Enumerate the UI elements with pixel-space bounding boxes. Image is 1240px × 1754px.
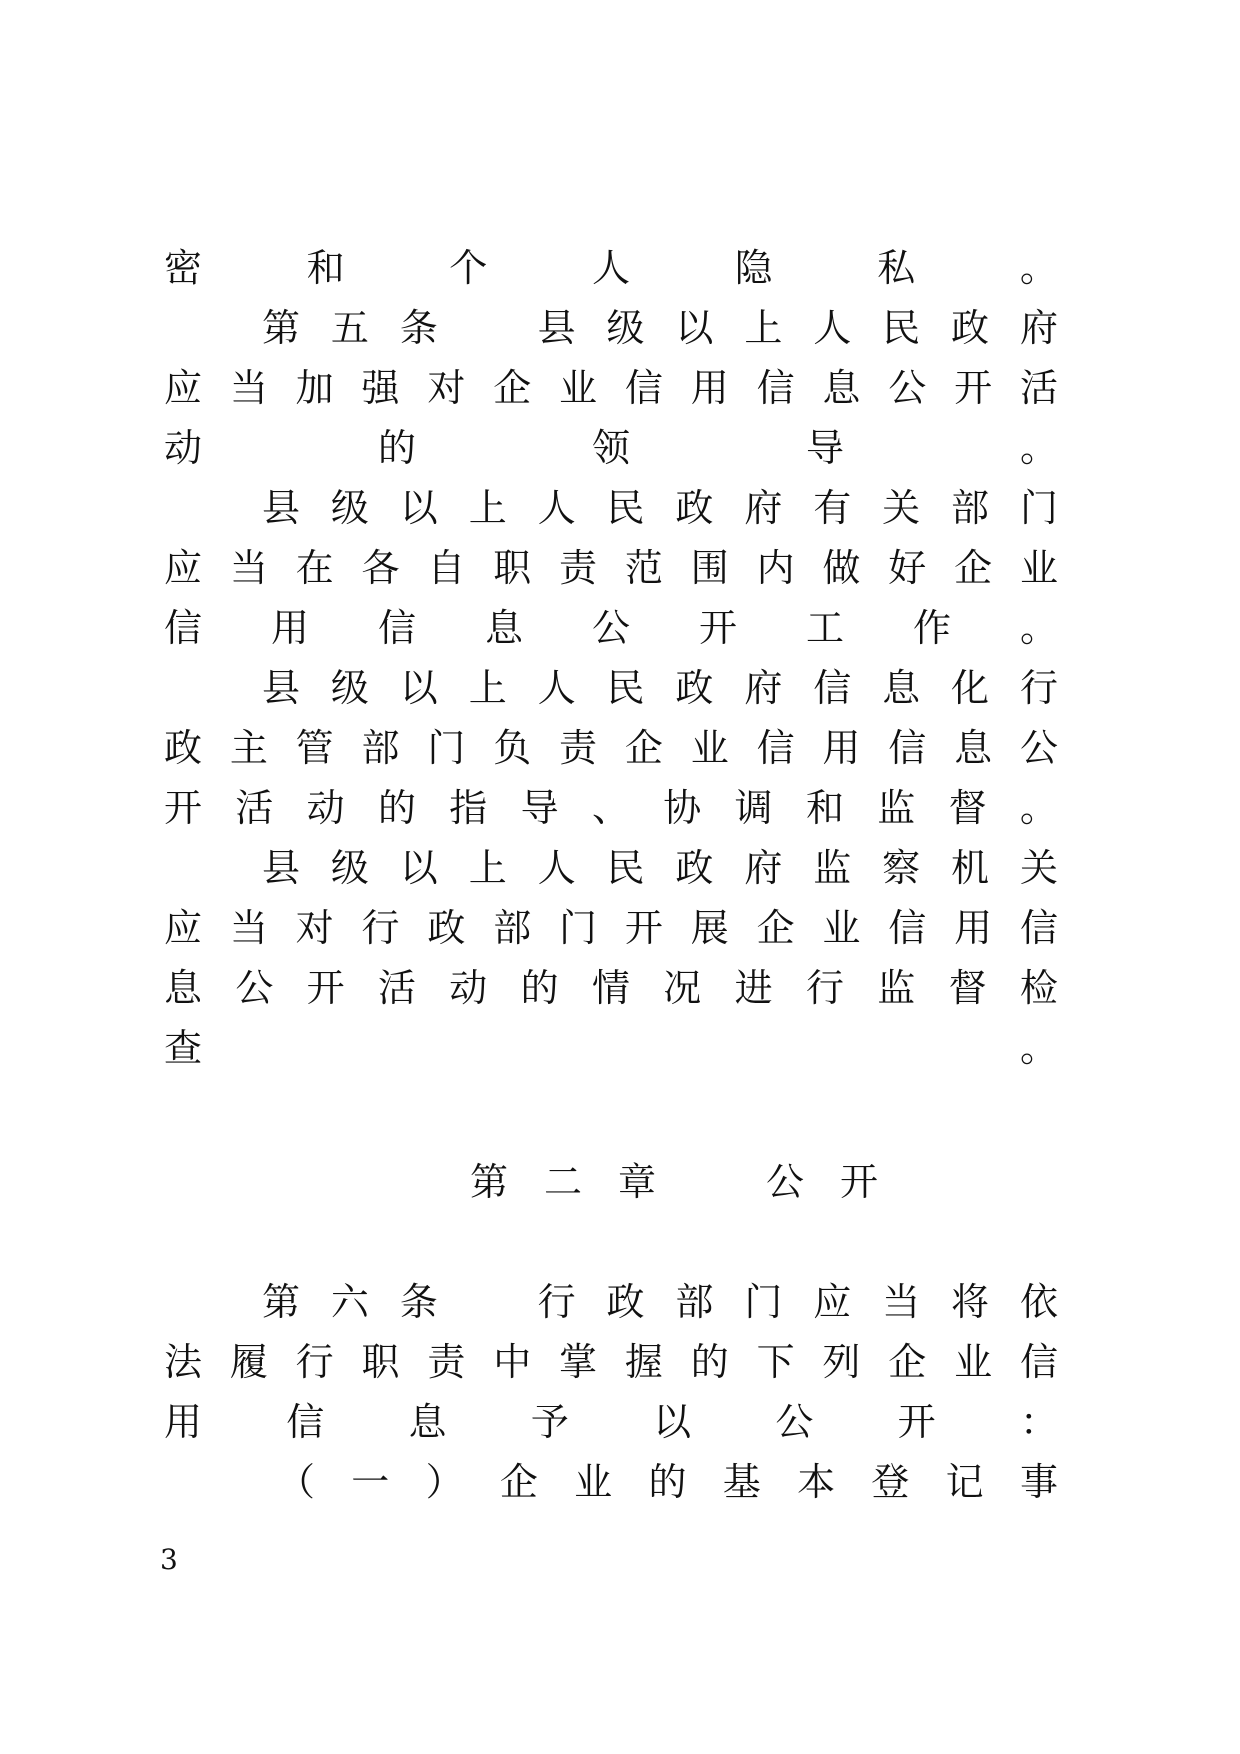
article-5-heading-line: 第 五 条 县 级 以 上 人 民 政 府 [261, 306, 1058, 350]
article-6-line-2: 法 履 行 职 责 中 掌 握 的 下 列 企 业 信 [163, 1340, 1058, 1384]
text-line-1: 密 和 个 人 隐 私 。 [163, 246, 1058, 290]
page-number: 3 [160, 1543, 178, 1576]
text-line-10: 开 活 动 的 指 导 、 协 调 和 监 督 。 [163, 786, 1058, 830]
article-6-heading-line: 第 六 条 行 政 部 门 应 当 将 依 [261, 1280, 1058, 1324]
text-line-7: 信 用 信 息 公 开 工 作 。 [163, 606, 1058, 650]
text-line-14: 查 。 [163, 1026, 1058, 1070]
text-line-4: 动 的 领 导 。 [163, 426, 1058, 470]
text-line-5: 县 级 以 上 人 民 政 府 有 关 部 门 [261, 486, 1058, 530]
text-line-9: 政 主 管 部 门 负 责 企 业 信 用 信 息 公 [163, 726, 1058, 770]
article-6-item-1-line: （ 一 ） 企 业 的 基 本 登 记 事 [276, 1460, 1058, 1504]
text-line-3: 应 当 加 强 对 企 业 信 用 信 息 公 开 活 [163, 366, 1058, 410]
text-line-13: 息 公 开 活 动 的 情 况 进 行 监 督 检 [163, 966, 1058, 1010]
article-6-line-3: 用 信 息 予 以 公 开 ： [163, 1400, 1058, 1444]
text-line-8: 县 级 以 上 人 民 政 府 信 息 化 行 [261, 666, 1058, 710]
chapter-title: 第二章 公开 [470, 1160, 915, 1204]
text-line-11: 县 级 以 上 人 民 政 府 监 察 机 关 [261, 846, 1058, 890]
text-line-6: 应 当 在 各 自 职 责 范 围 内 做 好 企 业 [163, 546, 1058, 590]
text-line-12: 应 当 对 行 政 部 门 开 展 企 业 信 用 信 [163, 906, 1058, 950]
